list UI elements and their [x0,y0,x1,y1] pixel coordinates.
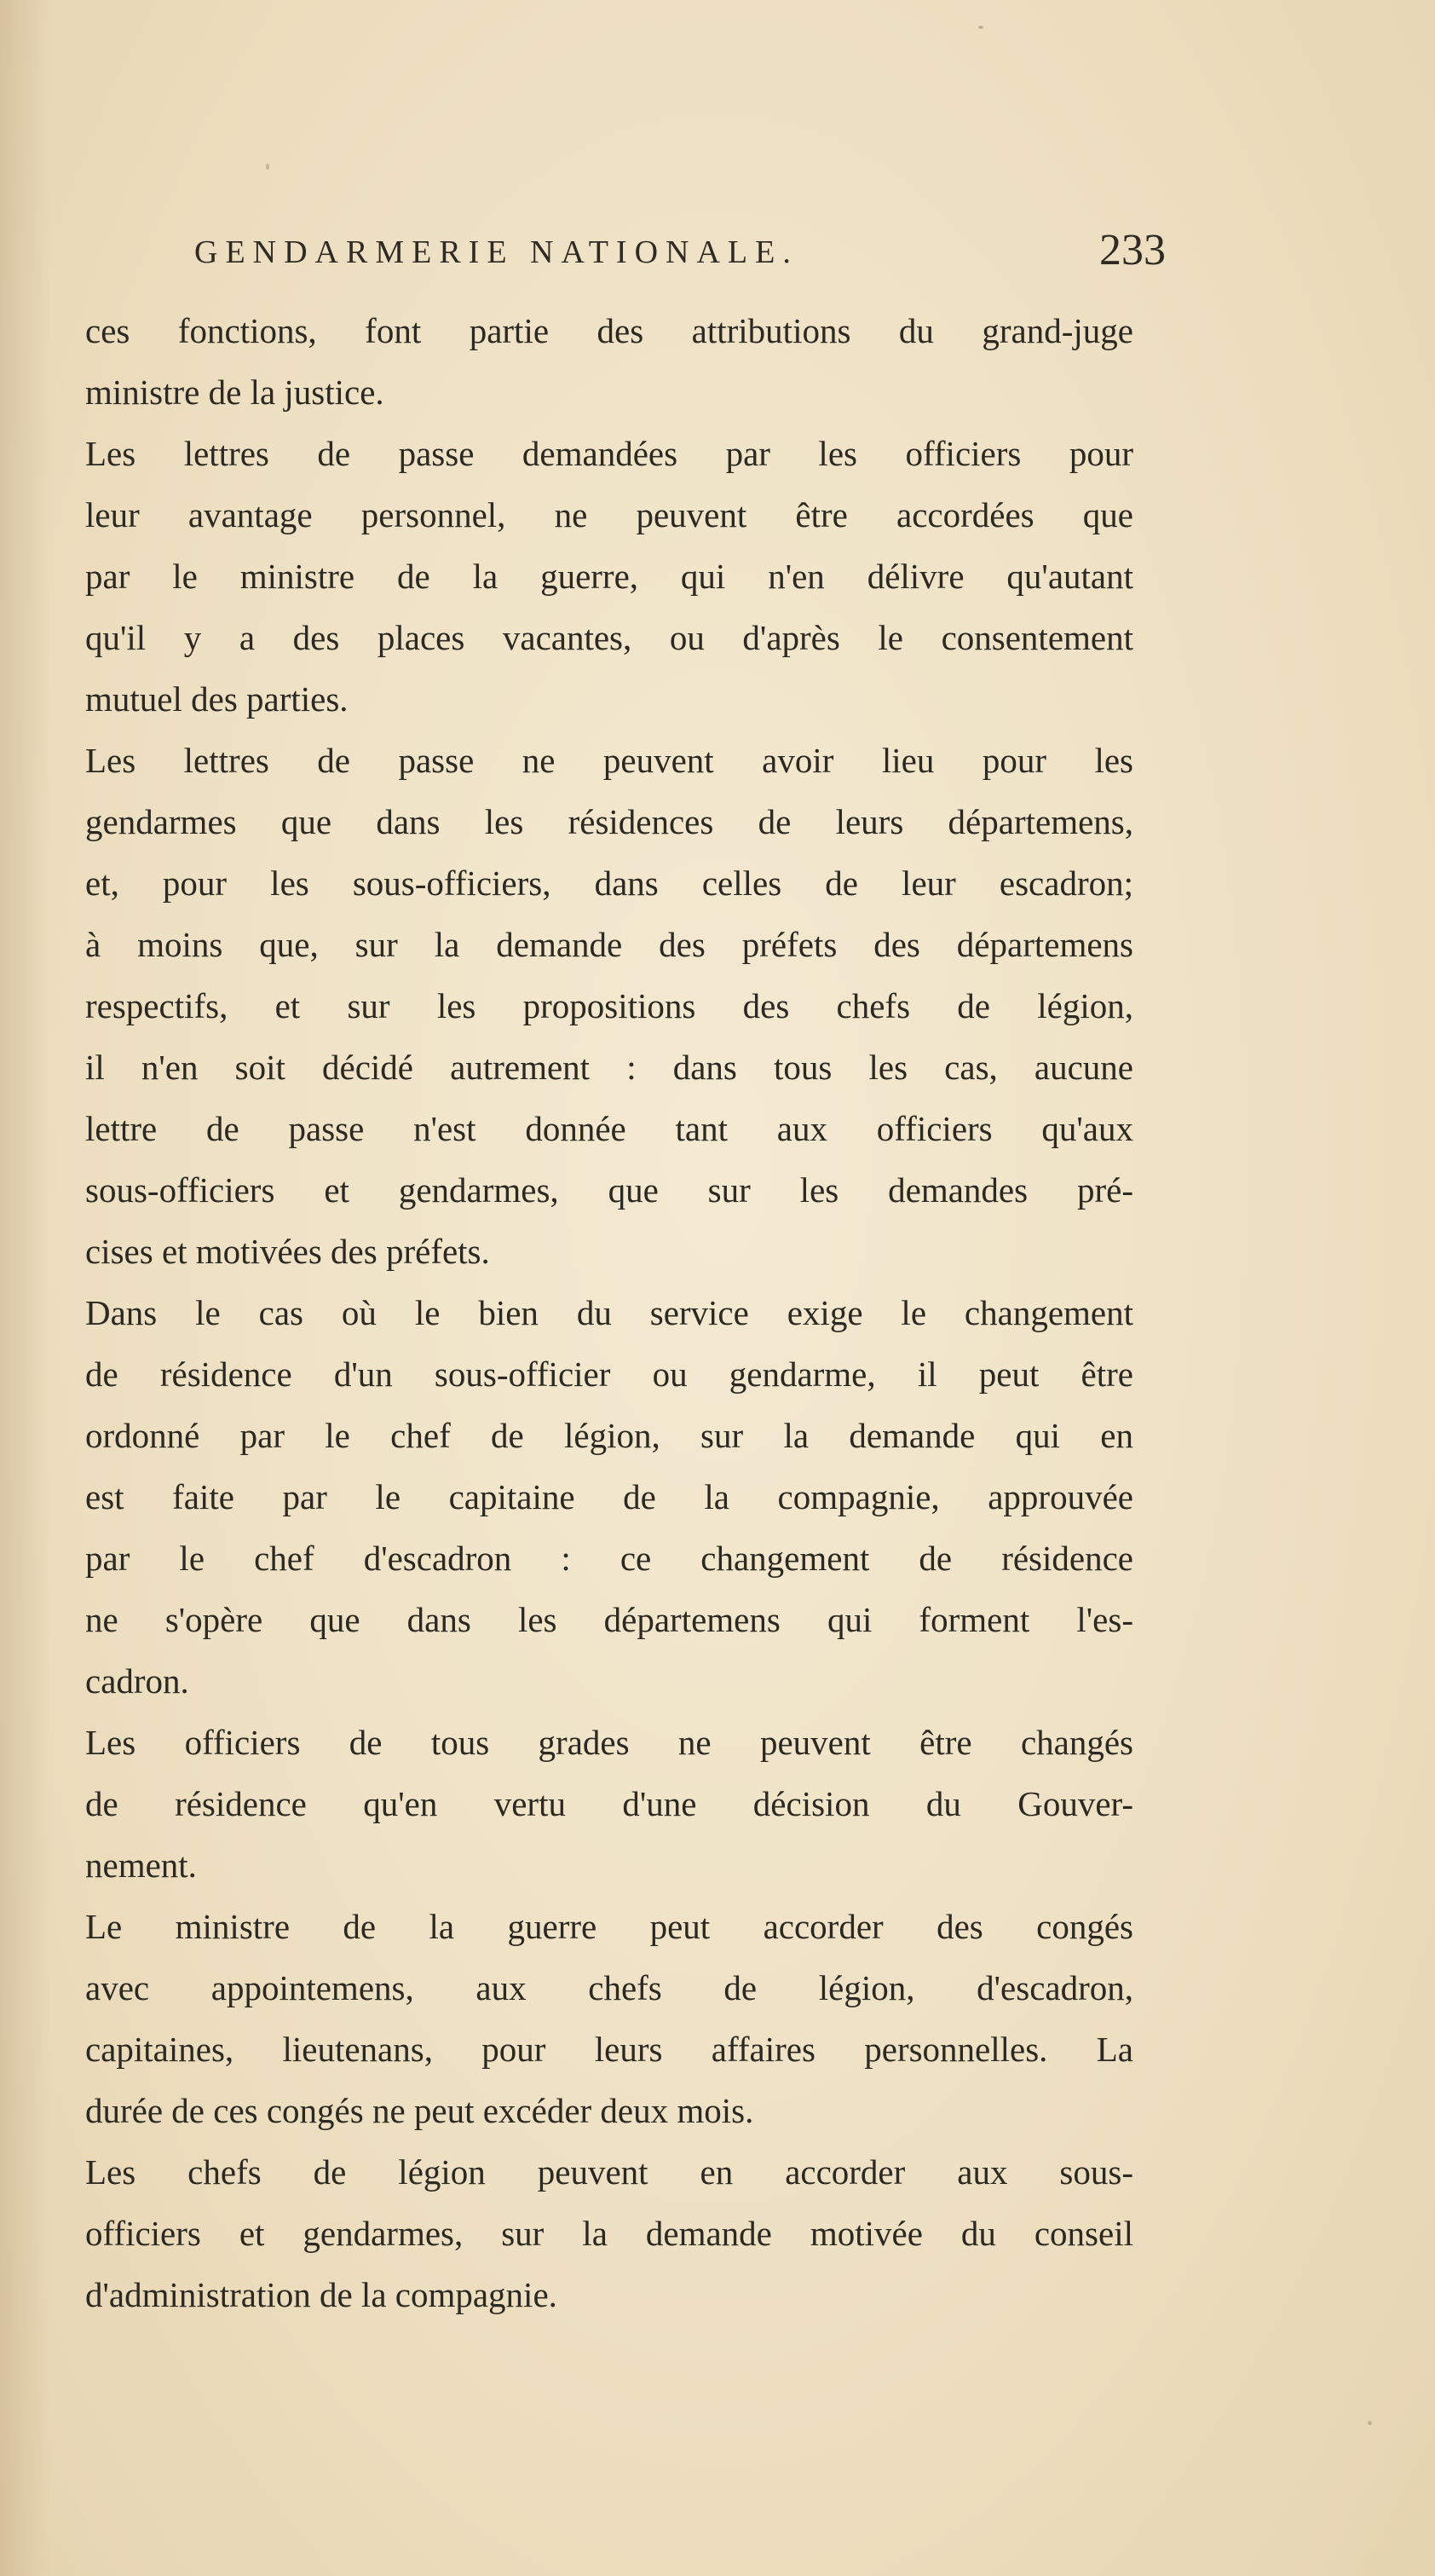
text-line: ministre de la justice. [85,373,384,412]
running-title: GENDARMERIE NATIONALE. [194,234,798,270]
text-line: ordonné par le chef de légion, sur la demande qui en [85,1416,1133,1455]
paragraph [85,1282,1133,1712]
text-line: capitaines, lieutenans, pour leurs affaires personnelles. La [85,2030,1133,2069]
text-line: leur avantage personnel, ne peuvent être accordées que [85,495,1133,534]
page-edge-shadow [0,0,51,2576]
paragraph [85,1712,1133,1896]
text-line: cises et motivées des préfets. [85,1232,490,1271]
page-number: 233 [1099,226,1166,274]
text-line: Les officiers de tous grades ne peuvent être changés [85,1723,1133,1762]
paragraph [85,730,1133,1282]
text-line: ces fonctions, font partie des attributions du grand-juge [85,311,1133,350]
text-line: durée de ces congés ne peut excéder deux mois. [85,2091,754,2130]
text-line: Les lettres de passe ne peuvent avoir lieu pour les [85,741,1133,780]
text-line: nement. [85,1845,197,1885]
paragraph [85,2141,1133,2325]
text-line: qu'il y a des places vacantes, ou d'après le consentement [85,618,1133,657]
text-line: de résidence qu'en vertu d'une décision du Gouver- [85,1784,1133,1823]
paper-speck [978,26,983,29]
text-line: officiers et gendarmes, sur la demande motivée du conseil [85,2214,1133,2253]
text-line: lettre de passe n'est donnée tant aux officiers qu'aux [85,1109,1133,1148]
text-line: cadron. [85,1661,189,1701]
paper-speck [1368,2421,1372,2425]
text-line: par le chef d'escadron : ce changement de résidence [85,1539,1133,1578]
paragraph [85,423,1133,730]
paper-speck [266,164,269,170]
text-line: de résidence d'un sous-officier ou gendarme, il peut être [85,1354,1133,1394]
text-line: Les chefs de légion peuvent en accorder aux sous- [85,2152,1133,2192]
text-line: et, pour les sous-officiers, dans celles de leur escadron; [85,863,1133,903]
page-header [194,228,1166,280]
text-line: gendarmes que dans les résidences de leurs départemens, [85,802,1133,841]
text-line: mutuel des parties. [85,679,349,719]
body-text [85,300,1133,2325]
text-line: d'administration de la compagnie. [85,2275,557,2314]
text-line: à moins que, sur la demande des préfets des départemens [85,925,1133,964]
text-line: ne s'opère que dans les départemens qui forment l'es- [85,1600,1133,1639]
paragraph [85,1896,1133,2141]
text-line: par le ministre de la guerre, qui n'en délivre qu'autant [85,557,1133,596]
text-line: Dans le cas où le bien du service exige le changement [85,1293,1133,1332]
text-line: avec appointemens, aux chefs de légion, d'escadron, [85,1968,1133,2007]
text-line: Les lettres de passe demandées par les officiers pour [85,434,1133,473]
text-line: respectifs, et sur les propositions des chefs de légion, [85,986,1133,1025]
paragraph [85,300,1133,423]
text-line: est faite par le capitaine de la compagnie, approuvée [85,1477,1133,1516]
text-line: sous-officiers et gendarmes, que sur les demandes pré- [85,1170,1133,1210]
text-line: Le ministre de la guerre peut accorder des congés [85,1907,1133,1946]
text-line: il n'en soit décidé autrement : dans tous les cas, aucune [85,1048,1133,1087]
